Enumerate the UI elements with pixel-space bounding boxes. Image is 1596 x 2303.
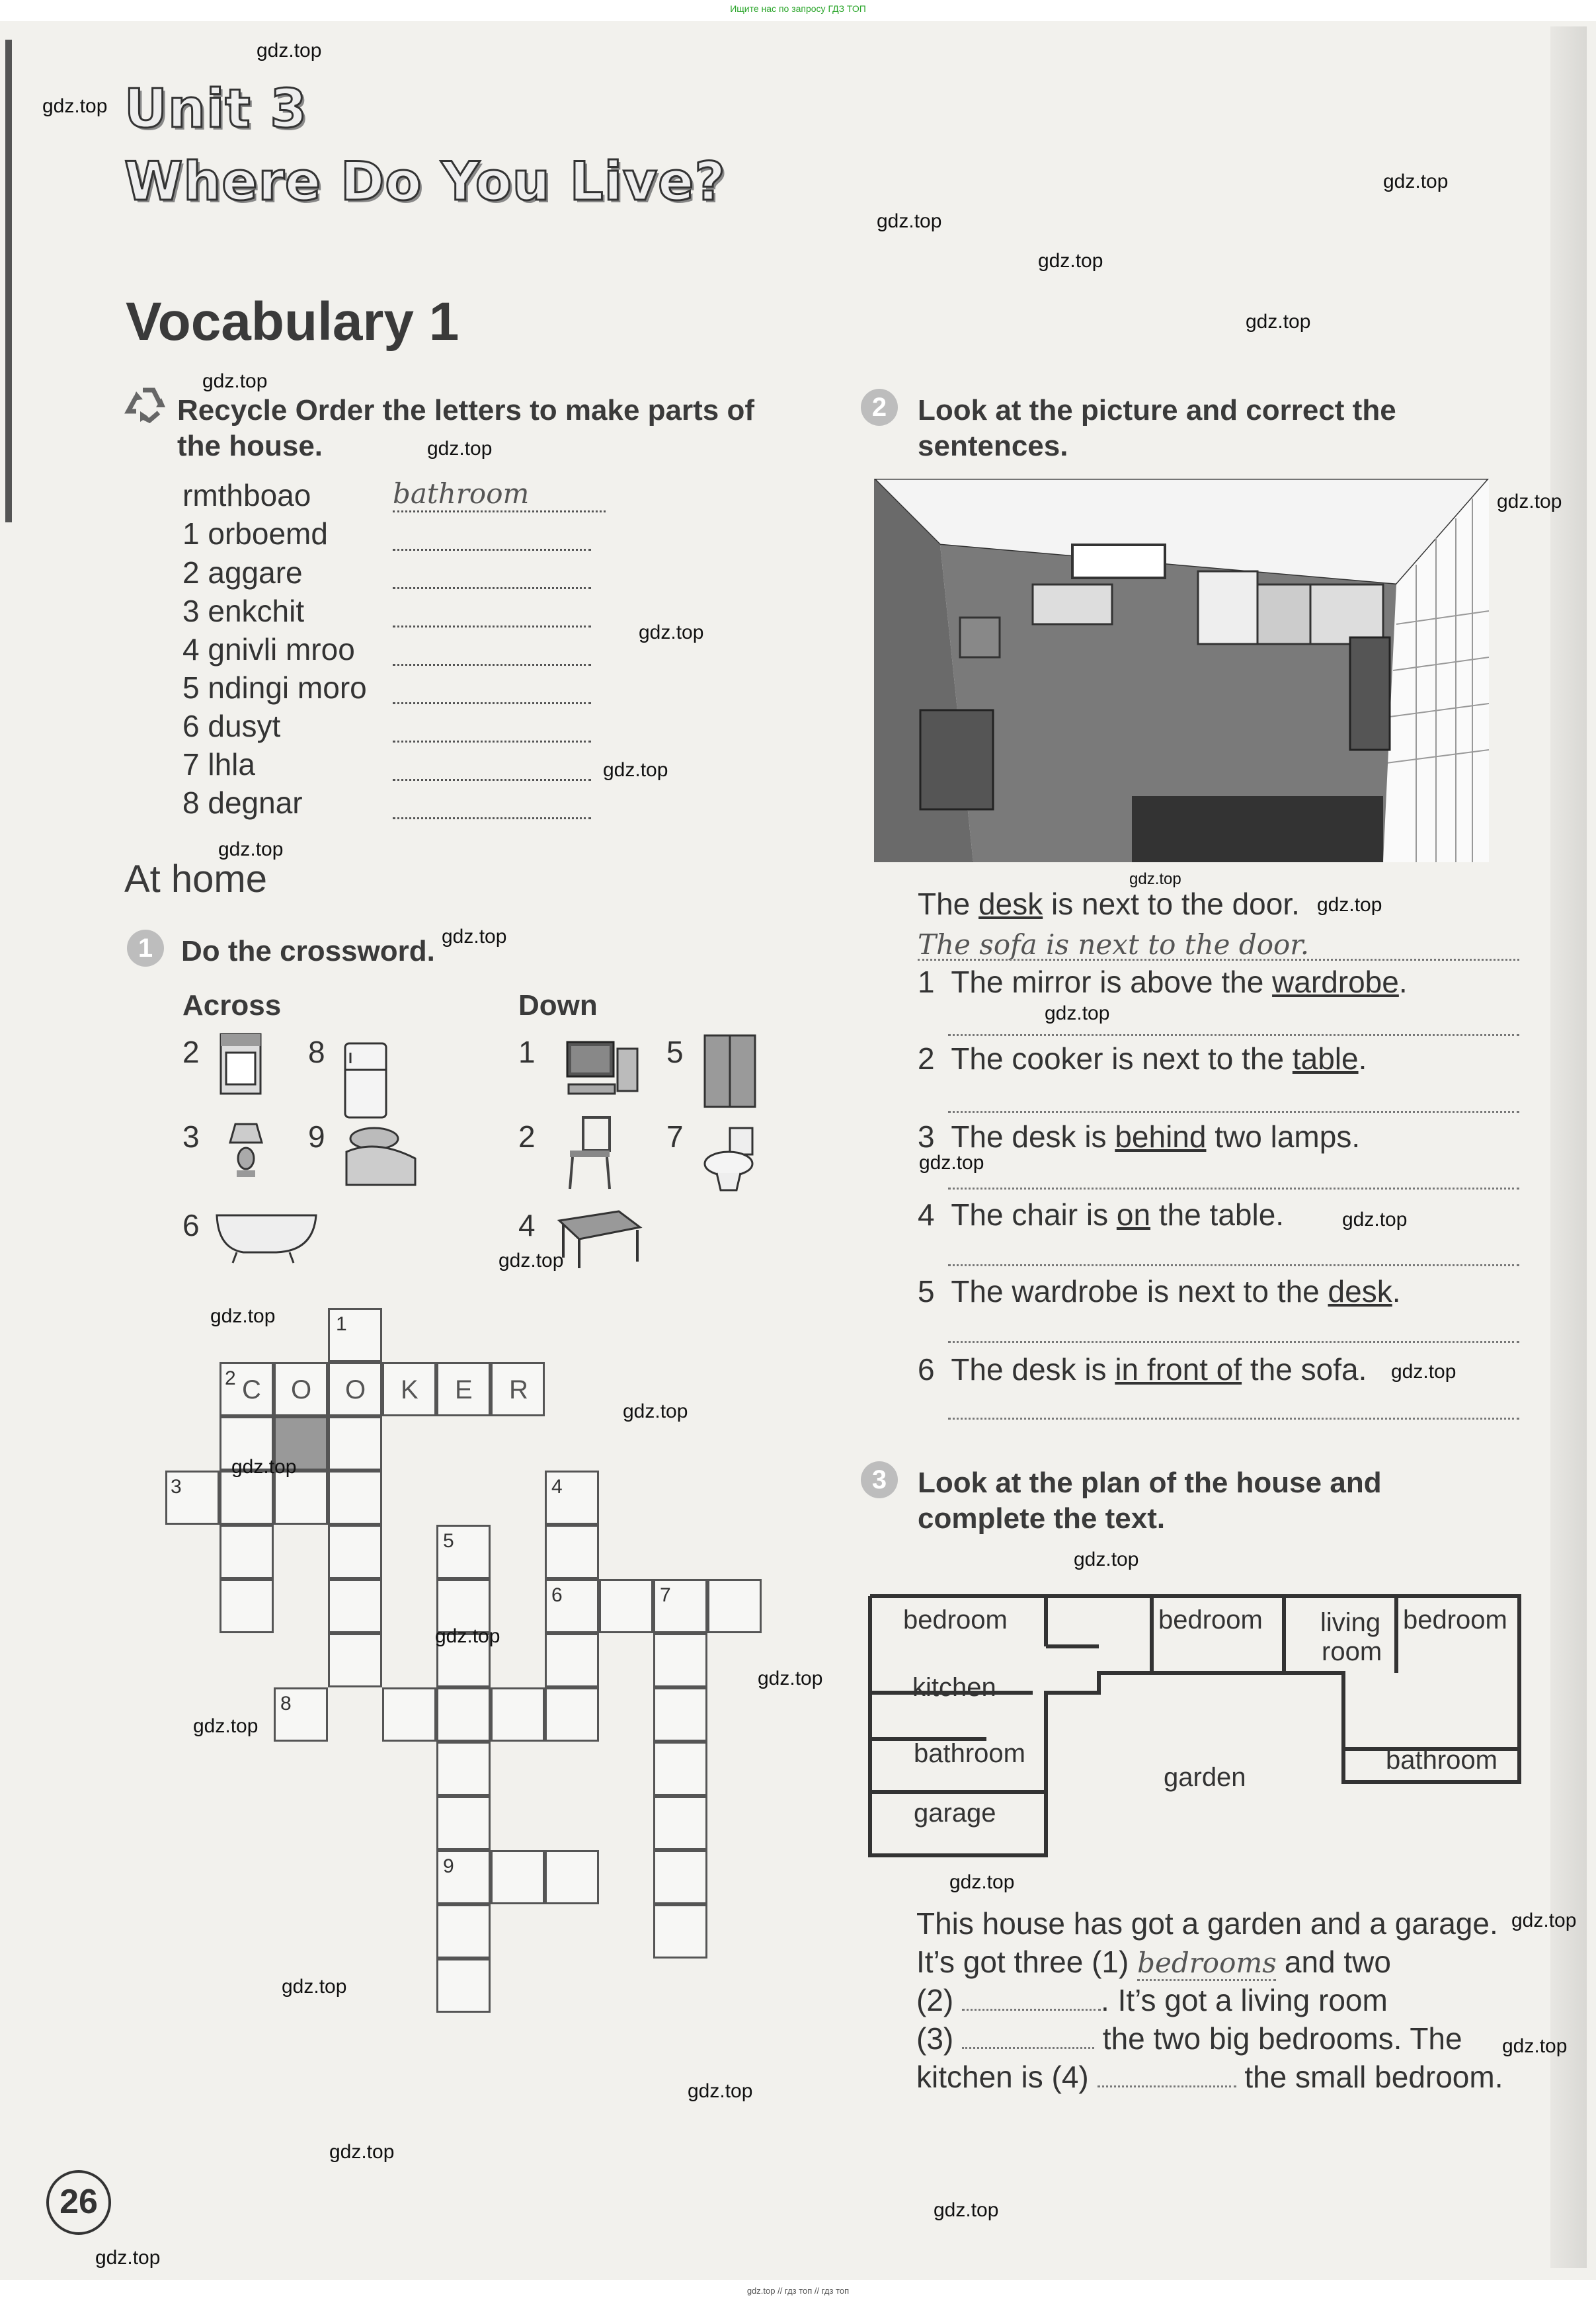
room-label: bedroom bbox=[1158, 1605, 1263, 1635]
watermark-label: gdz.top bbox=[329, 2141, 395, 2163]
top-banner: Ищите нас по запросу ГДЗ ТОП bbox=[0, 0, 1596, 21]
crossword-cell[interactable] bbox=[219, 1525, 274, 1579]
watermark-label: gdz.top bbox=[193, 1715, 259, 1737]
sentence: 6 The desk is in front of the sofa. bbox=[918, 1352, 1367, 1387]
grid-number: 6 bbox=[551, 1584, 563, 1606]
watermark-label: gdz.top bbox=[623, 1400, 688, 1422]
watermark-label: gdz.top bbox=[442, 926, 507, 948]
text-line: (3) the two big bedrooms. The bbox=[916, 2021, 1462, 2056]
example-answer: bathroom bbox=[393, 477, 530, 510]
exercise-instruction: Look at the plan of the house and bbox=[918, 1467, 1382, 1499]
answer-line[interactable] bbox=[393, 626, 591, 627]
watermark-label: gdz.top bbox=[758, 1668, 823, 1689]
answer-line[interactable] bbox=[948, 1111, 1519, 1113]
answer-blank[interactable] bbox=[962, 1982, 1101, 2011]
grid-letter: O bbox=[345, 1375, 366, 1404]
answer-line bbox=[393, 510, 606, 512]
watermark-label: gdz.top bbox=[949, 1871, 1015, 1893]
exercise-instruction-2: complete the text. bbox=[918, 1502, 1166, 1535]
room-label: bathroom bbox=[914, 1739, 1025, 1768]
watermark-label: gdz.top bbox=[257, 40, 322, 61]
list-item: 8 degnar bbox=[182, 786, 303, 820]
watermark-label: gdz.top bbox=[603, 759, 668, 781]
watermark-label: gdz.top bbox=[1342, 1209, 1408, 1231]
crossword-cell[interactable] bbox=[653, 1633, 707, 1687]
clue-number: 1 bbox=[518, 1035, 536, 1069]
answer-line[interactable] bbox=[948, 1264, 1519, 1266]
watermark-label: gdz.top bbox=[1317, 894, 1382, 916]
watermark-label: gdz.top bbox=[282, 1976, 347, 1998]
list-item: 6 dusyt bbox=[182, 709, 281, 743]
grid-letter: O bbox=[291, 1375, 312, 1404]
crossword-cell[interactable] bbox=[436, 1742, 491, 1796]
watermark-label: gdz.top bbox=[1045, 1002, 1110, 1024]
answer-blank[interactable] bbox=[1097, 2059, 1236, 2087]
unit-subtitle: Where Do You Live? bbox=[124, 151, 726, 212]
text-line: (2) . It’s got a living room bbox=[916, 1983, 1388, 2017]
page-number: 26 bbox=[46, 2170, 111, 2235]
clue-number: 2 bbox=[518, 1119, 536, 1154]
vocabulary-heading: Vocabulary 1 bbox=[126, 292, 459, 352]
clue-number: 4 bbox=[518, 1208, 536, 1242]
watermark-label: gdz.top bbox=[1497, 491, 1562, 512]
room-label: bedroom bbox=[903, 1605, 1008, 1635]
grid-letter: R bbox=[509, 1375, 528, 1404]
crossword-cell[interactable] bbox=[219, 1471, 274, 1525]
crossword-cell[interactable] bbox=[328, 1416, 382, 1471]
room-label: bathroom bbox=[1386, 1746, 1497, 1775]
sentence: 5 The wardrobe is next to the desk. bbox=[918, 1274, 1401, 1309]
crossword-cell[interactable] bbox=[653, 1850, 707, 1904]
watermark-label: gdz.top bbox=[202, 370, 268, 392]
house-plan bbox=[867, 1594, 1522, 1858]
wardrobe-icon bbox=[701, 1033, 760, 1115]
answer-line[interactable] bbox=[948, 1188, 1519, 1190]
watermark-label: gdz.top bbox=[1246, 311, 1311, 333]
crossword-cell[interactable] bbox=[219, 1579, 274, 1633]
answer-blank[interactable] bbox=[962, 2021, 1094, 2049]
fridge-icon bbox=[341, 1041, 391, 1123]
watermark-label: gdz.top bbox=[688, 2080, 753, 2102]
watermark-label: gdz.top bbox=[1038, 250, 1103, 272]
list-item: 1 orboemd bbox=[182, 516, 328, 551]
page-edge-shadow bbox=[5, 40, 12, 522]
chair-icon bbox=[563, 1113, 616, 1196]
example-correction: The sofa is next to the door. bbox=[918, 928, 1310, 961]
clue-number: 9 bbox=[308, 1119, 325, 1154]
crossword-cell[interactable] bbox=[653, 1742, 707, 1796]
list-item: 5 ndingi moro bbox=[182, 670, 367, 705]
scrambled-word: rmthboao bbox=[182, 478, 311, 512]
answer-line[interactable] bbox=[393, 741, 591, 743]
across-heading: Across bbox=[182, 989, 282, 1022]
watermark-label: gdz.top bbox=[231, 1456, 297, 1478]
watermark-label: gdz.top bbox=[435, 1625, 500, 1647]
answer-line[interactable] bbox=[393, 664, 591, 666]
exercise-number: 2 bbox=[861, 389, 898, 426]
watermark-label: gdz.top bbox=[934, 2199, 999, 2221]
exercise-instruction: Do the crossword. bbox=[181, 935, 435, 967]
grid-number: 4 bbox=[551, 1476, 563, 1498]
answer-line[interactable] bbox=[393, 549, 591, 551]
room-label: garage bbox=[914, 1798, 996, 1828]
watermark-label: gdz.top bbox=[427, 438, 493, 460]
grid-number: 9 bbox=[443, 1855, 454, 1877]
exercise-instruction-2: sentences. bbox=[918, 430, 1068, 462]
crossword-cell[interactable] bbox=[491, 1850, 545, 1904]
room-label: garden bbox=[1164, 1763, 1246, 1792]
watermark-label: gdz.top bbox=[1502, 2035, 1568, 2057]
bed-icon bbox=[337, 1125, 423, 1195]
crossword-cell[interactable] bbox=[436, 1959, 491, 2013]
crossword-cell[interactable] bbox=[653, 1904, 707, 1959]
watermark-label: gdz.top bbox=[42, 95, 108, 117]
crossword-cell[interactable] bbox=[653, 1796, 707, 1850]
unit-title: Unit 3 bbox=[124, 78, 308, 140]
clue-number: 3 bbox=[182, 1119, 200, 1154]
watermark-label: gdz.top bbox=[1129, 870, 1181, 888]
list-item: 3 enkchit bbox=[182, 594, 305, 628]
watermark-label: gdz.top bbox=[499, 1250, 564, 1272]
sentence: 1 The mirror is above the wardrobe. bbox=[918, 965, 1408, 999]
crossword-cell[interactable] bbox=[274, 1471, 328, 1525]
grid-number: 5 bbox=[443, 1530, 454, 1552]
crossword-cell[interactable] bbox=[436, 1904, 491, 1959]
grid-number: 2 bbox=[225, 1367, 236, 1389]
watermark-label: gdz.top bbox=[1511, 1910, 1577, 1931]
crossword-cell[interactable] bbox=[328, 1579, 382, 1633]
bottom-banner: gdz.top // гдз топ // гдз топ bbox=[0, 2280, 1596, 2303]
crossword-cell[interactable] bbox=[545, 1633, 599, 1687]
computer-icon bbox=[562, 1038, 641, 1108]
lamp-icon bbox=[226, 1117, 266, 1187]
grid-number: 8 bbox=[280, 1693, 292, 1715]
crossword-cell[interactable] bbox=[328, 1633, 382, 1687]
watermark-label: gdz.top bbox=[877, 210, 942, 232]
recycle-instruction-2: the house. bbox=[177, 430, 323, 462]
exercise-instruction: Look at the picture and correct the bbox=[918, 394, 1396, 426]
crossword-cell[interactable] bbox=[653, 1687, 707, 1742]
clue-number: 7 bbox=[666, 1119, 684, 1154]
exercise-number: 1 bbox=[127, 930, 164, 967]
sentence: 4 The chair is on the table. bbox=[918, 1197, 1285, 1232]
room-label: bedroom bbox=[1403, 1605, 1507, 1635]
watermark-label: gdz.top bbox=[919, 1152, 984, 1174]
sentence: 3 The desk is behind two lamps. bbox=[918, 1119, 1361, 1154]
exercise-number: 3 bbox=[861, 1461, 898, 1498]
list-item: 7 lhla bbox=[182, 747, 255, 782]
answer-line bbox=[918, 959, 1519, 961]
room-picture bbox=[874, 479, 1489, 862]
toilet-icon bbox=[701, 1124, 760, 1200]
watermark-label: gdz.top bbox=[210, 1305, 276, 1327]
recycle-icon bbox=[123, 382, 168, 427]
crossword-cell[interactable] bbox=[491, 1687, 545, 1742]
list-item: 4 gnivli mroo bbox=[182, 632, 355, 667]
grid-number: 3 bbox=[171, 1476, 182, 1498]
grid-letter: C bbox=[242, 1375, 261, 1404]
answer-line[interactable] bbox=[393, 779, 591, 781]
answer-line[interactable] bbox=[393, 817, 591, 819]
crossword-cell[interactable] bbox=[328, 1471, 382, 1525]
watermark-label: gdz.top bbox=[1074, 1549, 1139, 1570]
watermark-label: gdz.top bbox=[218, 838, 284, 860]
clue-number: 8 bbox=[308, 1035, 325, 1069]
crossword-cell[interactable] bbox=[436, 1687, 491, 1742]
crossword-cell[interactable] bbox=[328, 1525, 382, 1579]
clue-number: 6 bbox=[182, 1208, 200, 1242]
text-line: This house has got a garden and a garage. bbox=[916, 1906, 1498, 1941]
crossword-cell[interactable] bbox=[545, 1687, 599, 1742]
table-icon bbox=[553, 1205, 645, 1274]
watermark-label: gdz.top bbox=[1383, 171, 1449, 192]
watermark-label: gdz.top bbox=[639, 622, 704, 643]
crossword-cell[interactable] bbox=[707, 1579, 762, 1633]
answer-line[interactable] bbox=[948, 1418, 1519, 1420]
sentence: 2 The cooker is next to the table. bbox=[918, 1041, 1367, 1076]
clue-number: 5 bbox=[666, 1035, 684, 1069]
recycle-instruction: Recycle Order the letters to make parts of bbox=[177, 394, 754, 426]
grid-letter: E bbox=[455, 1375, 473, 1404]
text-line: It’s got three (1) bedrooms and two bbox=[916, 1944, 1391, 1981]
grid-number: 7 bbox=[660, 1584, 671, 1606]
grid-letter: K bbox=[401, 1375, 419, 1404]
grid-number: 1 bbox=[336, 1313, 347, 1335]
watermark-label: gdz.top bbox=[95, 2247, 161, 2269]
room-label: living bbox=[1320, 1608, 1381, 1637]
crossword-cell[interactable] bbox=[599, 1579, 653, 1633]
at-home-heading: At home bbox=[124, 858, 267, 901]
example-sentence: The desk is next to the door. bbox=[918, 887, 1300, 921]
crossword-cell[interactable] bbox=[545, 1850, 599, 1904]
clue-number: 2 bbox=[182, 1035, 200, 1069]
cooker-icon bbox=[217, 1030, 264, 1100]
down-heading: Down bbox=[518, 989, 598, 1022]
list-item: 2 aggare bbox=[182, 555, 303, 590]
answer-line[interactable] bbox=[393, 702, 591, 704]
crossword-cell[interactable] bbox=[436, 1796, 491, 1850]
room-label: room bbox=[1322, 1637, 1382, 1666]
text-line: kitchen is (4) the small bedroom. bbox=[916, 2060, 1503, 2094]
watermark-label: gdz.top bbox=[1391, 1361, 1456, 1383]
crossword-cell[interactable] bbox=[545, 1525, 599, 1579]
answer-line[interactable] bbox=[948, 1034, 1519, 1036]
answer-line[interactable] bbox=[393, 587, 591, 589]
answer-line[interactable] bbox=[948, 1341, 1519, 1343]
crossword-cell[interactable] bbox=[382, 1687, 436, 1742]
room-label: kitchen bbox=[912, 1673, 996, 1702]
bath-icon bbox=[210, 1202, 323, 1272]
